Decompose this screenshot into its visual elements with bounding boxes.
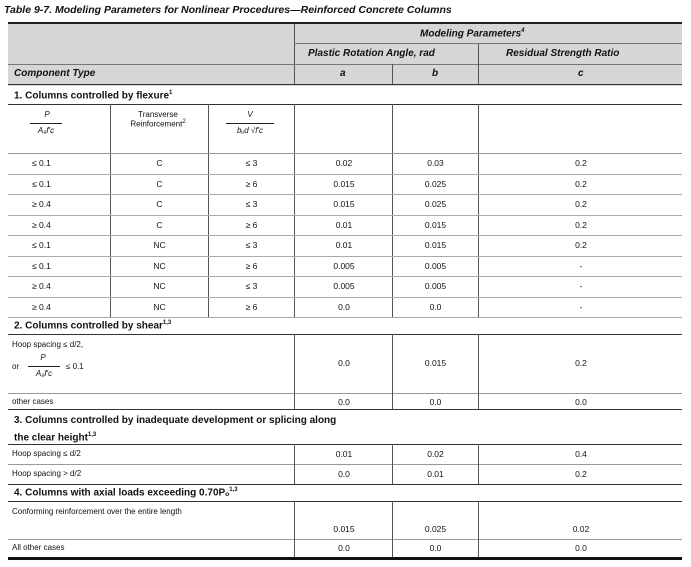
shear-hoop-c: 0.2 — [575, 358, 587, 368]
row-rule — [8, 276, 682, 277]
header-divider — [294, 24, 295, 84]
column-divider — [294, 444, 295, 484]
plastic-b-cell: 0.025 — [424, 178, 447, 189]
residual-c-cell: - — [579, 301, 583, 312]
shear-other-b: 0.0 — [429, 397, 442, 407]
plastic-b-cell: 0.0 — [429, 301, 442, 312]
axial-ratio-cell: ≤ 0.1 — [32, 240, 51, 250]
or-label: or — [12, 362, 20, 371]
plastic-a-cell: 0.02 — [335, 158, 353, 168]
shear-ratio-cell: ≤ 3 — [245, 199, 258, 209]
axial-ratio-denominator: A₉f′c — [37, 126, 55, 135]
conforming-label: Conforming reinforcement over the entire length — [12, 507, 182, 516]
table-bottom-rule — [8, 557, 682, 560]
section-rule — [8, 409, 682, 410]
axial-conforming-b: 0.025 — [424, 524, 447, 534]
row-rule — [8, 235, 682, 236]
row-rule — [8, 464, 682, 465]
row-rule — [8, 153, 682, 154]
splice-a-cell: 0.01 — [335, 449, 353, 459]
row-rule — [8, 174, 682, 175]
axial-conforming-a: 0.015 — [333, 524, 355, 534]
section-4-title: 4. Columns with axial loads exceeding 0.70Pₒ$^{1,3}$ — [14, 487, 238, 499]
column-c-heading: c — [578, 68, 584, 79]
column-divider — [478, 104, 479, 317]
column-divider — [478, 444, 479, 484]
residual-c-cell: 0.2 — [575, 240, 587, 250]
section-rule — [8, 501, 682, 502]
row-rule — [8, 215, 682, 216]
shear-ratio-cell: ≤ 3 — [245, 158, 258, 168]
header-bottom-rule — [8, 84, 682, 85]
shear-other-c: 0.0 — [575, 397, 587, 407]
axial-ratio-cell: ≤ 0.1 — [32, 158, 51, 168]
axial-ratio-denominator: A₉f′c — [35, 369, 53, 378]
plastic-a-cell: 0.005 — [333, 260, 355, 271]
axial-other-b: 0.0 — [429, 543, 442, 553]
axial-other-c: 0.0 — [575, 543, 587, 553]
column-divider — [392, 334, 393, 409]
shear-ratio-cell: ≥ 6 — [245, 301, 258, 312]
component-type-heading: Component Type — [14, 68, 96, 79]
fraction-bar — [226, 123, 274, 124]
plastic-a-cell: 0.005 — [333, 281, 355, 291]
splice-b-cell: 0.02 — [427, 449, 444, 459]
column-a-heading: a — [340, 68, 346, 79]
shear-other-a: 0.0 — [338, 397, 350, 407]
residual-c-cell: - — [579, 260, 583, 271]
axial-ratio-cell: ≤ 0.1 — [32, 260, 51, 271]
residual-strength-heading: Residual Strength Ratio — [506, 48, 620, 59]
transverse-reinforcement-cell: NC — [153, 240, 166, 250]
residual-c-cell: 0.2 — [575, 178, 587, 189]
row-rule — [8, 317, 682, 318]
splice-c-cell: 0.2 — [575, 469, 587, 479]
column-divider — [294, 334, 295, 409]
row-rule — [8, 484, 682, 485]
header-divider — [478, 44, 479, 84]
transverse-reinforcement-cell: C — [156, 219, 163, 230]
shear-ratio-cell: ≤ 3 — [245, 240, 258, 250]
residual-c-cell: - — [579, 281, 583, 291]
transverse-reinforcement-cell: C — [156, 199, 163, 209]
plastic-a-cell: 0.015 — [333, 199, 355, 209]
axial-limit-label: ≤ 0.1 — [66, 362, 84, 371]
hoop-spacing-row-label: Hoop spacing ≤ d/2 — [12, 449, 81, 458]
shear-ratio-cell: ≥ 6 — [245, 178, 258, 189]
shear-ratio-denominator: bᵤd √f′c — [236, 126, 264, 135]
plastic-a-cell: 0.01 — [335, 240, 353, 250]
section-2-title: 2. Columns controlled by shear$^{1,3}$ — [14, 320, 172, 332]
column-divider — [392, 444, 393, 484]
residual-c-cell: 0.2 — [575, 199, 587, 209]
header-rule — [294, 43, 682, 44]
shear-hoop-b: 0.015 — [424, 358, 447, 368]
modeling-parameters-heading: Modeling Parameters$^4$ — [420, 28, 525, 40]
section-rule — [8, 334, 682, 335]
axial-ratio-numerator: P — [40, 353, 46, 362]
splice-b-cell: 0.01 — [427, 469, 444, 479]
other-cases-label: other cases — [12, 397, 54, 406]
transverse-reinforcement-cell: NC — [153, 301, 166, 312]
header-divider — [392, 64, 393, 84]
plastic-a-cell: 0.015 — [333, 178, 355, 189]
axial-ratio-cell: ≥ 0.4 — [32, 301, 51, 312]
splice-a-cell: 0.0 — [338, 469, 350, 479]
plastic-b-cell: 0.015 — [424, 240, 447, 250]
header-rule — [294, 64, 682, 65]
plastic-b-cell: 0.005 — [424, 281, 447, 291]
axial-other-a: 0.0 — [338, 543, 350, 553]
plastic-b-cell: 0.03 — [427, 158, 444, 168]
section-3-title: 3. Columns controlled by inadequate development or splicing along the clear height$^{1,3}$ — [14, 415, 337, 444]
plastic-b-cell: 0.005 — [424, 260, 447, 271]
plastic-a-cell: 0.01 — [335, 219, 353, 230]
shear-ratio-cell: ≥ 6 — [245, 219, 258, 230]
plastic-rotation-heading: Plastic Rotation Angle, rad — [308, 48, 435, 59]
table-title: Table 9-7. Modeling Parameters for Nonlinear Procedures—Reinforced Concrete Columns — [4, 4, 452, 16]
splice-c-cell: 0.4 — [575, 449, 587, 459]
shear-ratio-cell: ≤ 3 — [245, 281, 258, 291]
column-divider — [294, 104, 295, 317]
row-rule — [8, 297, 682, 298]
axial-ratio-cell: ≥ 0.4 — [32, 281, 51, 291]
transverse-reinforcement-heading: Transverse Reinforcement$^2$ — [130, 110, 186, 129]
fraction-bar — [28, 366, 60, 367]
header-rule — [8, 64, 294, 65]
column-divider — [294, 501, 295, 557]
hoop-spacing-row-label: Hoop spacing > d/2 — [12, 469, 82, 478]
column-divider — [392, 501, 393, 557]
column-divider — [478, 334, 479, 409]
axial-conforming-c: 0.02 — [572, 524, 590, 534]
plastic-b-cell: 0.015 — [424, 219, 447, 230]
transverse-reinforcement-cell: NC — [153, 281, 166, 291]
transverse-reinforcement-cell: C — [156, 178, 163, 189]
axial-ratio-cell: ≤ 0.1 — [32, 178, 51, 189]
row-rule — [8, 194, 682, 195]
all-other-cases-label: All other cases — [12, 543, 65, 552]
section-rule — [8, 444, 682, 445]
section-1-title: 1. Columns controlled by flexure$^1$ — [14, 90, 173, 102]
plastic-a-cell: 0.0 — [338, 301, 350, 312]
column-divider — [478, 501, 479, 557]
transverse-reinforcement-cell: NC — [153, 260, 166, 271]
residual-c-cell: 0.2 — [575, 158, 587, 168]
shear-ratio-cell: ≥ 6 — [245, 260, 258, 271]
residual-c-cell: 0.2 — [575, 219, 587, 230]
axial-ratio-cell: ≥ 0.4 — [32, 219, 51, 230]
transverse-reinforcement-cell: C — [156, 158, 163, 168]
row-rule — [8, 393, 682, 394]
column-b-heading: b — [432, 68, 439, 79]
fraction-bar — [30, 123, 62, 124]
row-rule — [8, 256, 682, 257]
row-rule — [8, 539, 682, 540]
shear-ratio-numerator: V — [247, 110, 253, 119]
plastic-b-cell: 0.025 — [424, 199, 447, 209]
hoop-spacing-label: Hoop spacing ≤ d/2, — [12, 340, 84, 349]
shear-hoop-a: 0.0 — [338, 358, 350, 368]
axial-ratio-cell: ≥ 0.4 — [32, 199, 51, 209]
axial-ratio-numerator: P — [44, 110, 50, 119]
